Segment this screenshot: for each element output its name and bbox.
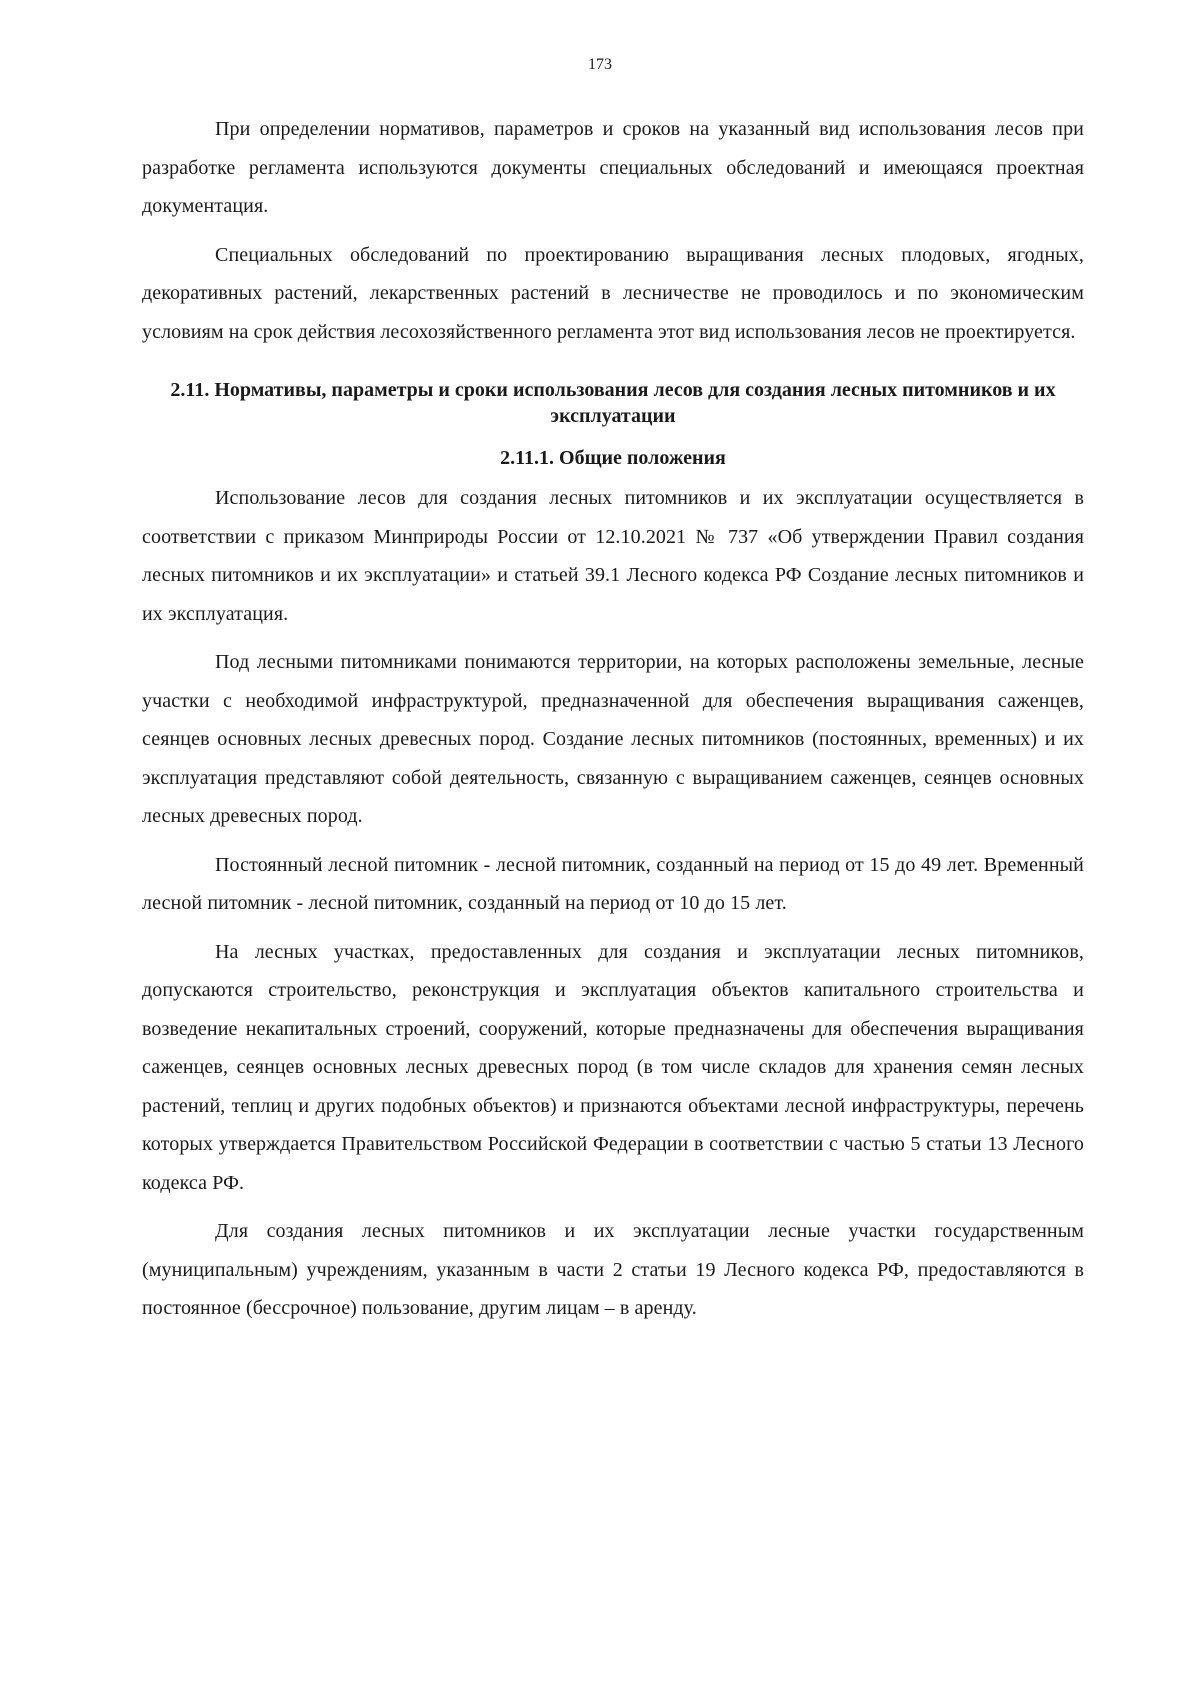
- page-content: [142, 110, 1084, 1328]
- page-number: 173: [588, 56, 612, 73]
- paragraph-land-provision: Для создания лесных питомников и их эксплуатации лесные участки государственным (муниципальным) учреждениям, указанным в части 2 статьи 19 Лесного кодекса РФ, предоставляются в постоянное (бессрочное) пользование, другим лицам – в аренду.: [142, 1220, 1084, 1319]
- subsection-heading: 2.11.1. Общие положения: [500, 447, 726, 469]
- section-heading: 2.11. Нормативы, параметры и сроки использования лесов для создания лесных питомников и их эксплуатации: [170, 379, 1056, 427]
- paragraph-nursery-periods: Постоянный лесной питомник - лесной питомник, созданный на период от 15 до 49 лет. Временный лесной питомник - лесной питомник, созданный на период от 10 до 15 лет.: [142, 853, 1084, 914]
- paragraph-special-surveys: Специальных обследований по проектированию выращивания лесных плодовых, ягодных, декоративных растений, лекарственных растений в лесничестве не проводилось и по экономическим условиям на срок действия лесохозяйственного регламента этот вид использования лесов не проектируется.: [142, 243, 1084, 343]
- paragraph-nursery-definition: Под лесными питомниками понимаются территории, на которых расположены земельные, лесные участки с необходимой инфраструктурой, предназначенной для обеспечения выращивания саженцев, сеянцев основных лесных древесных пород. Создание лесных питомников (постоянных, временных) и их эксплуатация представляют собой деятельность, связанную с выращиванием саженцев, сеянцев основных лесных древесных пород.: [142, 651, 1084, 827]
- paragraph-regulation-documents: При определении нормативов, параметров и сроков на указанный вид использования лесов при разработке регламента используются документы специальных обследований и имеющаяся проектная документация.: [142, 118, 1084, 217]
- paragraph-legal-basis: Использование лесов для создания лесных питомников и их эксплуатации осуществляется в соответствии с приказом Минприроды России от 12.10.2021 № 737 «Об утверждении Правил создания лесных питомников и их эксплуатации» и статьей 39.1 Лесного кодекса РФ Создание лесных питомников и их эксплуатация.: [142, 487, 1084, 625]
- paragraph-allowed-construction: На лесных участках, предоставленных для создания и эксплуатации лесных питомников, допускаются строительство, реконструкция и эксплуатация объектов капитального строительства и возведение некапитальных строений, сооружений, которые предназначены для обеспечения выращивания саженцев, сеянцев основных лесных древесных пород (в том числе складов для хранения семян лесных растений, теплиц и других подобных объектов) и признаются объектами лесной инфраструктуры, перечень которых утверждается Правительством Российской Федерации в соответствии с частью 5 статьи 13 Лесного кодекса РФ.: [142, 940, 1084, 1194]
